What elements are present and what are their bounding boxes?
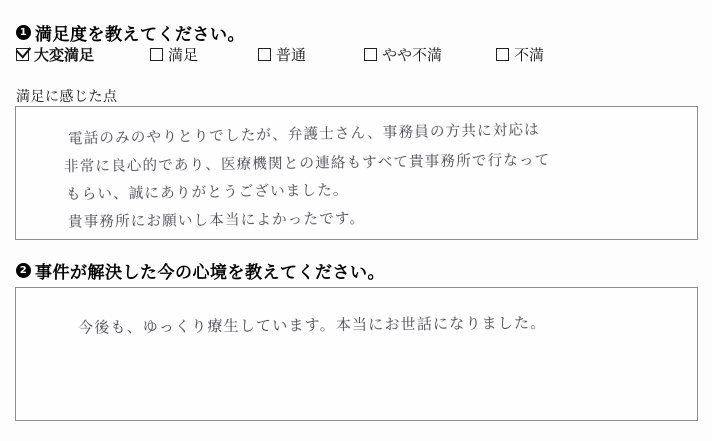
checkbox-checked-icon[interactable] <box>16 48 29 61</box>
question-1-heading <box>16 20 245 45</box>
choice-somewhat-dissatisfied[interactable] <box>364 44 442 65</box>
checkbox-icon[interactable] <box>364 48 377 61</box>
question-1-text: 満足度を教えてください。 <box>35 25 245 45</box>
answer-box-satisfaction[interactable] <box>15 106 698 240</box>
choice-dissatisfied[interactable] <box>496 44 544 65</box>
handwriting-line: もらい、誠にありがとうございました。 <box>65 182 349 204</box>
question-2-heading <box>16 258 385 283</box>
choice-label: 普通 <box>276 46 307 64</box>
question-2-text: 事件が解決した今の心境を教えてください。 <box>35 263 385 283</box>
choice-very-satisfied[interactable] <box>16 44 94 65</box>
question-1-number: 1 <box>16 25 31 40</box>
choice-satisfied[interactable] <box>150 44 198 65</box>
choice-neutral[interactable] <box>258 44 306 65</box>
answer-box-feelings[interactable] <box>15 287 698 421</box>
handwriting-line: 今後も、ゆっくり療生しています。本当にお世話になりました。 <box>77 313 547 337</box>
handwriting-line: 貴事務所にお願いし本当によかったです。 <box>67 211 366 231</box>
handwriting-line: 非常に良心的であり、医療機関との連絡もすべて貴事務所で行なって <box>63 152 551 176</box>
choice-label: やや不満 <box>382 46 443 64</box>
checkbox-icon[interactable] <box>150 48 163 61</box>
satisfaction-reason-label: 満足に感じた点 <box>16 89 118 105</box>
choice-label: 大変満足 <box>34 46 95 64</box>
checkbox-icon[interactable] <box>258 48 271 61</box>
choice-label: 不満 <box>514 46 545 64</box>
choice-label: 満足 <box>168 46 199 64</box>
question-2-number: 2 <box>16 263 31 278</box>
handwriting-line: 電話のみのやりとりでしたが、弁護士さん、事務員の方共に対応は <box>67 122 541 148</box>
satisfaction-choice-group <box>16 44 656 68</box>
checkbox-icon[interactable] <box>496 48 509 61</box>
